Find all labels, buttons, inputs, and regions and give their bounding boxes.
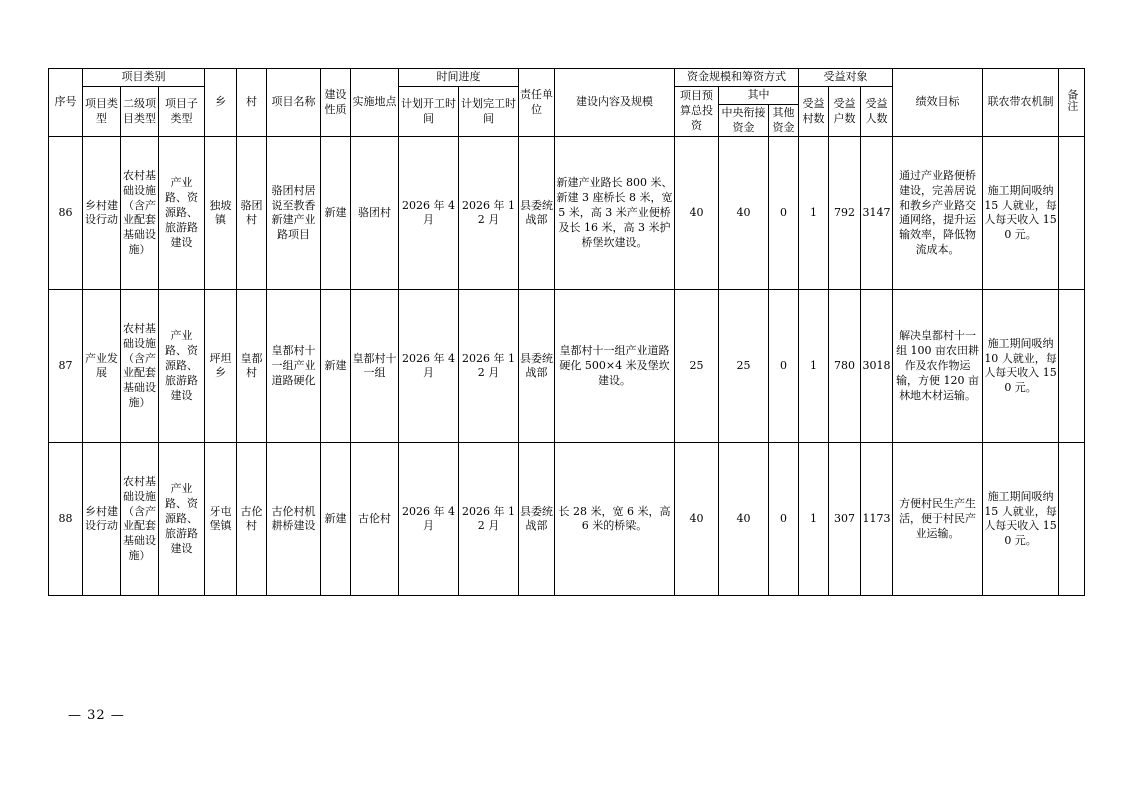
header-time-progress: 时间进度 bbox=[399, 69, 519, 87]
header-responsible-unit: 责任单位 bbox=[519, 69, 555, 137]
header-plan-start: 计划开工时间 bbox=[399, 86, 459, 137]
cell-plan-finish: 2026 年 12 月 bbox=[459, 290, 519, 443]
cell-construction-nature: 新建 bbox=[321, 443, 351, 596]
cell-performance-goal: 解决皇都村十一组 100 亩农田耕作及农作物运输，方便 120 亩林地木材运输。 bbox=[893, 290, 983, 443]
cell-township: 坪坦乡 bbox=[205, 290, 237, 443]
cell-total-budget: 40 bbox=[675, 443, 719, 596]
cell-category-level2: 农村基础设施（含产业配套基础设施） bbox=[121, 443, 159, 596]
cell-benefit-villages: 1 bbox=[799, 137, 829, 290]
header-benefit-villages: 受益村数 bbox=[799, 86, 829, 137]
cell-performance-goal: 通过产业路便桥建设，完善居说和教乡产业路交通网络，提升运输效率，降低物流成本。 bbox=[893, 137, 983, 290]
cell-benefit-people: 3018 bbox=[861, 290, 893, 443]
header-category-level1: 项目类型 bbox=[83, 86, 121, 137]
cell-farmer-link-mechanism: 施工期间吸纳 15 人就业，每人每天收入 150 元。 bbox=[983, 137, 1059, 290]
cell-benefit-people: 3147 bbox=[861, 137, 893, 290]
cell-benefit-people: 1173 bbox=[861, 443, 893, 596]
header-total-budget: 项目预算总投资 bbox=[675, 86, 719, 137]
cell-remarks bbox=[1059, 290, 1085, 443]
header-funding-group: 资金规模和筹资方式 bbox=[675, 69, 799, 87]
cell-implementation-location: 古伦村 bbox=[351, 443, 399, 596]
header-implementation-location: 实施地点 bbox=[351, 69, 399, 137]
cell-seq: 86 bbox=[49, 137, 83, 290]
table-header-row-1 bbox=[49, 69, 1085, 87]
header-farmer-link-mechanism: 联农带农机制 bbox=[983, 69, 1059, 137]
header-plan-finish: 计划完工时间 bbox=[459, 86, 519, 137]
cell-project-name: 皇都村十一组产业道路硬化 bbox=[267, 290, 321, 443]
cell-central-funds: 25 bbox=[719, 290, 769, 443]
cell-total-budget: 40 bbox=[675, 137, 719, 290]
header-benefit-group: 受益对象 bbox=[799, 69, 893, 87]
header-benefit-people: 受益人数 bbox=[861, 86, 893, 137]
cell-category-level3: 产业路、资源路、旅游路建设 bbox=[159, 443, 205, 596]
cell-category-level1: 乡村建设行动 bbox=[83, 137, 121, 290]
table-row bbox=[49, 290, 1085, 443]
cell-benefit-households: 792 bbox=[829, 137, 861, 290]
table-row bbox=[49, 137, 1085, 290]
cell-benefit-households: 780 bbox=[829, 290, 861, 443]
cell-project-name: 古伦村机耕桥建设 bbox=[267, 443, 321, 596]
header-village: 村 bbox=[237, 69, 267, 137]
cell-construction-nature: 新建 bbox=[321, 290, 351, 443]
header-other-funds: 其他资金 bbox=[769, 104, 799, 137]
cell-farmer-link-mechanism: 施工期间吸纳 10 人就业，每人每天收入 150 元。 bbox=[983, 290, 1059, 443]
cell-farmer-link-mechanism: 施工期间吸纳 15 人就业，每人每天收入 150 元。 bbox=[983, 443, 1059, 596]
cell-remarks bbox=[1059, 137, 1085, 290]
cell-other-funds: 0 bbox=[769, 137, 799, 290]
cell-village: 骆团村 bbox=[237, 137, 267, 290]
cell-township: 牙屯堡镇 bbox=[205, 443, 237, 596]
cell-performance-goal: 方便村民生产生活，便于村民产业运输。 bbox=[893, 443, 983, 596]
header-performance-goal: 绩效目标 bbox=[893, 69, 983, 137]
cell-category-level2: 农村基础设施（含产业配套基础设施） bbox=[121, 137, 159, 290]
header-content-scale: 建设内容及规模 bbox=[555, 69, 675, 137]
cell-other-funds: 0 bbox=[769, 443, 799, 596]
cell-project-name: 骆团村居说至教香新建产业路项目 bbox=[267, 137, 321, 290]
cell-construction-nature: 新建 bbox=[321, 137, 351, 290]
cell-category-level1: 乡村建设行动 bbox=[83, 443, 121, 596]
cell-implementation-location: 骆团村 bbox=[351, 137, 399, 290]
cell-benefit-villages: 1 bbox=[799, 290, 829, 443]
cell-township: 独坡镇 bbox=[205, 137, 237, 290]
cell-plan-finish: 2026 年 12 月 bbox=[459, 443, 519, 596]
header-project-name: 项目名称 bbox=[267, 69, 321, 137]
cell-seq: 87 bbox=[49, 290, 83, 443]
cell-village: 古伦村 bbox=[237, 443, 267, 596]
cell-responsible-unit: 县委统战部 bbox=[519, 137, 555, 290]
header-of-which: 其中 bbox=[719, 86, 799, 104]
project-plan-table bbox=[48, 68, 1085, 596]
header-central-funds: 中央衔接资金 bbox=[719, 104, 769, 137]
header-construction-nature: 建设性质 bbox=[321, 69, 351, 137]
header-benefit-households: 受益户数 bbox=[829, 86, 861, 137]
header-township: 乡 bbox=[205, 69, 237, 137]
header-remarks-label: 备注 bbox=[1065, 89, 1079, 112]
cell-plan-start: 2026 年 4 月 bbox=[399, 290, 459, 443]
cell-category-level1: 产业发展 bbox=[83, 290, 121, 443]
cell-benefit-households: 307 bbox=[829, 443, 861, 596]
cell-central-funds: 40 bbox=[719, 443, 769, 596]
header-category-level2: 二级项目类型 bbox=[121, 86, 159, 137]
cell-responsible-unit: 县委统战部 bbox=[519, 290, 555, 443]
header-category-level3: 项目子类型 bbox=[159, 86, 205, 137]
cell-central-funds: 40 bbox=[719, 137, 769, 290]
header-remarks bbox=[1059, 69, 1085, 137]
cell-responsible-unit: 县委统战部 bbox=[519, 443, 555, 596]
cell-seq: 88 bbox=[49, 443, 83, 596]
cell-category-level3: 产业路、资源路、旅游路建设 bbox=[159, 290, 205, 443]
cell-category-level2: 农村基础设施（含产业配套基础设施） bbox=[121, 290, 159, 443]
table-row bbox=[49, 443, 1085, 596]
cell-plan-finish: 2026 年 12 月 bbox=[459, 137, 519, 290]
header-category-group: 项目类别 bbox=[83, 69, 205, 87]
cell-content-scale: 长 28 米，宽 6 米，高 6 米的桥梁。 bbox=[555, 443, 675, 596]
header-seq: 序号 bbox=[49, 69, 83, 137]
cell-plan-start: 2026 年 4 月 bbox=[399, 137, 459, 290]
cell-implementation-location: 皇都村十一组 bbox=[351, 290, 399, 443]
cell-content-scale: 新建产业路长 800 米、新建 3 座桥长 8 米，宽 5 米，高 3 米产业便桥及长 16 米，高 3 米护桥堡坎建设。 bbox=[555, 137, 675, 290]
page-number: — 32 — bbox=[68, 708, 125, 723]
cell-content-scale: 皇都村十一组产业道路硬化 500×4 米及堡坎建设。 bbox=[555, 290, 675, 443]
cell-village: 皇都村 bbox=[237, 290, 267, 443]
cell-total-budget: 25 bbox=[675, 290, 719, 443]
cell-benefit-villages: 1 bbox=[799, 443, 829, 596]
cell-plan-start: 2026 年 4 月 bbox=[399, 443, 459, 596]
cell-category-level3: 产业路、资源路、旅游路建设 bbox=[159, 137, 205, 290]
cell-other-funds: 0 bbox=[769, 290, 799, 443]
cell-remarks bbox=[1059, 443, 1085, 596]
